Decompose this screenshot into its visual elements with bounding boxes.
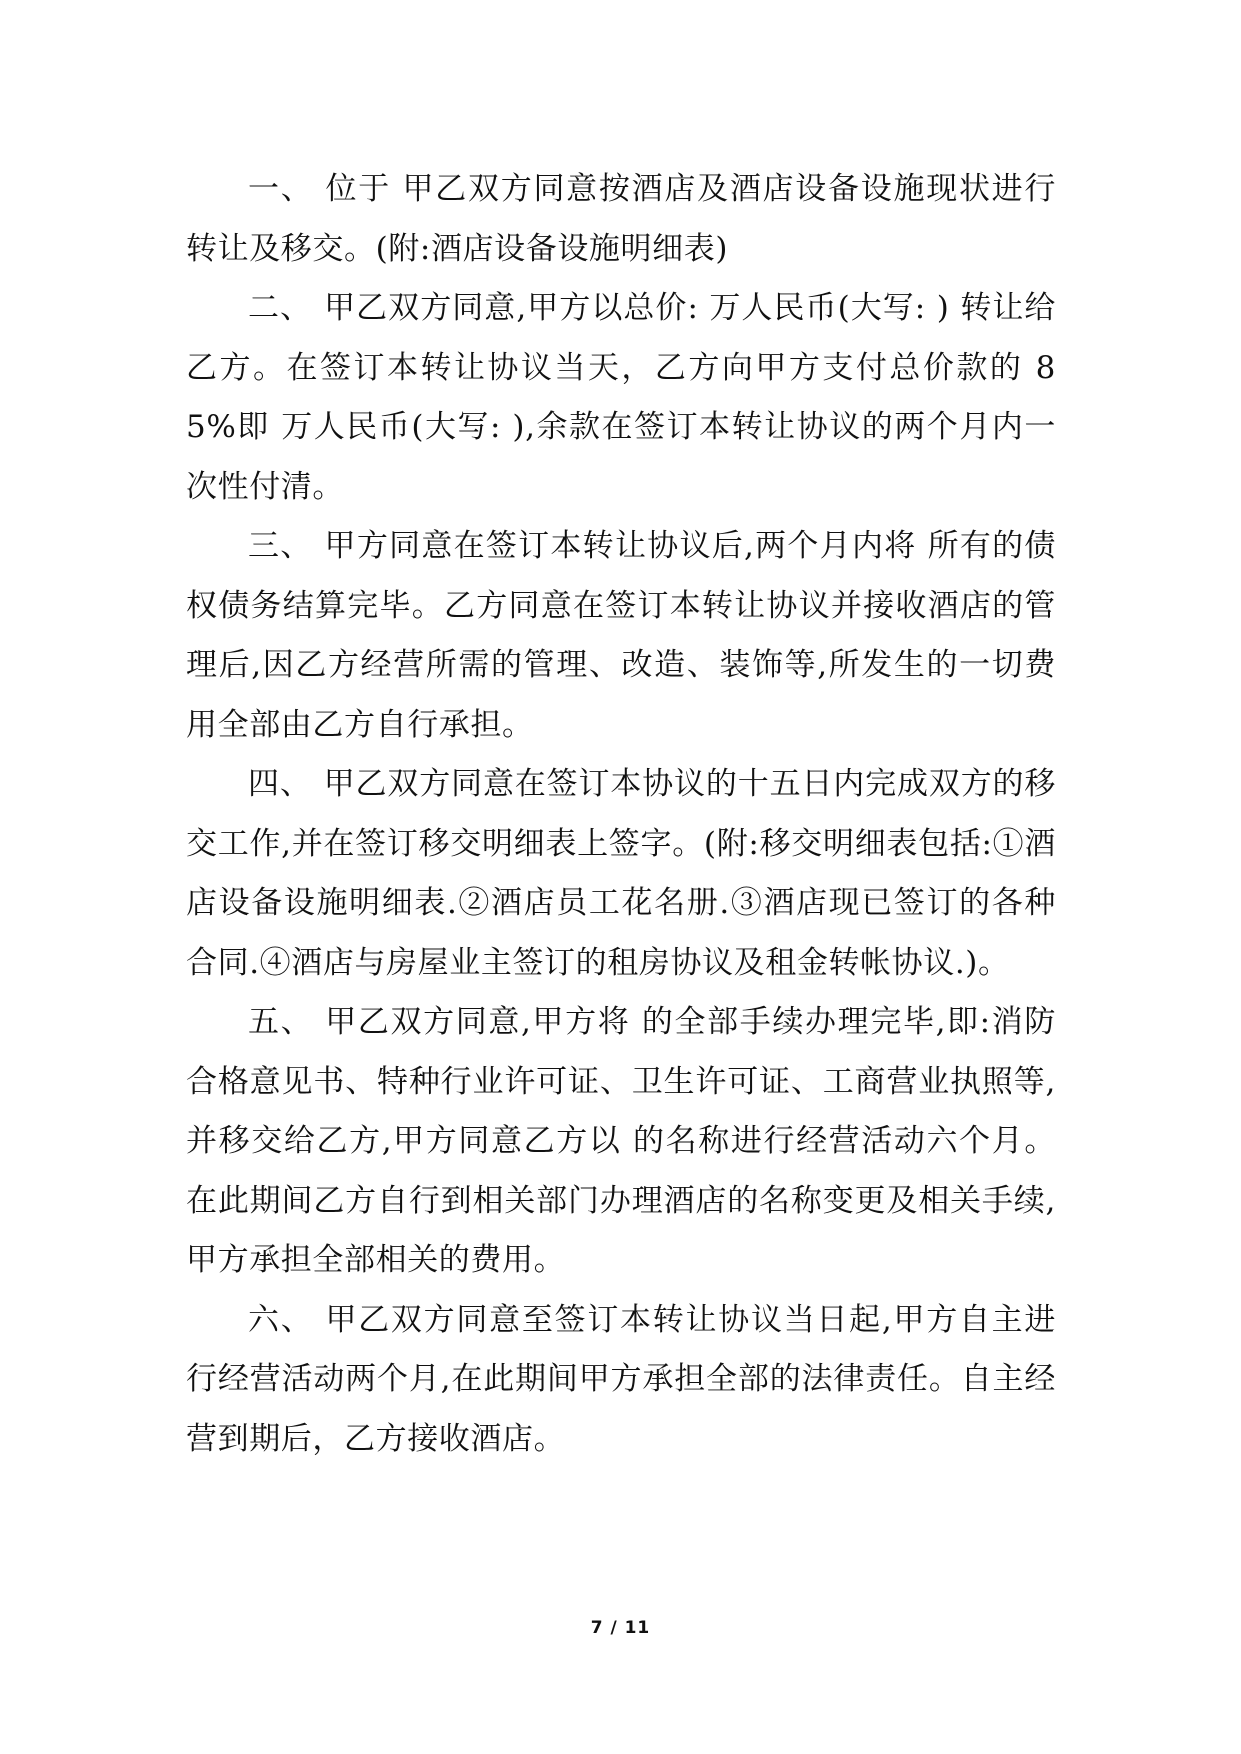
clause-1 bbox=[186, 160, 1056, 279]
document-body bbox=[186, 160, 1056, 1469]
clause-number: 六、 bbox=[248, 1301, 314, 1338]
clause-5 bbox=[186, 993, 1056, 1291]
clause-text: 甲方同意在签订本转让协议后,两个月内将 所有的债权债务结算完毕。乙方同意在签订本转让协议并接收酒店的管理后,因乙方经营所需的管理、改造、装饰等,所发生的一切费用全部由乙方自行承担。 bbox=[186, 528, 1057, 743]
clause-number: 四、 bbox=[248, 766, 312, 802]
clause-text: 位于 甲乙双方同意按酒店及酒店设备设施现状进行转让及移交。(附:酒店设备设施明细表) bbox=[186, 171, 1056, 267]
clause-number: 一、 bbox=[248, 171, 314, 207]
clause-text: 甲乙双方同意,甲方以总价: 万人民币(大写: ) 转让给乙方。在签订本转让协议当天，乙方向甲方支付总价款的 85%即 万人民币(大写: ),余款在签订本转让协议的两个月内一次性付清。 bbox=[186, 290, 1056, 505]
clause-text: 甲乙双方同意至签订本转让协议当日起,甲方自主进行经营活动两个月,在此期间甲方承担全部的法律责任。自主经营到期后，乙方接收酒店。 bbox=[186, 1301, 1056, 1457]
page-number: 7 / 11 bbox=[590, 1618, 651, 1638]
clause-2 bbox=[186, 279, 1056, 517]
clause-number: 五、 bbox=[248, 1004, 314, 1040]
clause-6 bbox=[186, 1291, 1056, 1470]
clause-text: 甲乙双方同意在签订本协议的十五日内完成双方的移交工作,并在签订移交明细表上签字。(附:移交明细表包括:①酒店设备设施明细表.②酒店员工花名册.③酒店现已签订的各种合同.④酒店与房屋业主签订的租房协议及租金转帐协议.)。 bbox=[186, 766, 1056, 981]
clause-number: 二、 bbox=[248, 290, 313, 326]
clause-3 bbox=[186, 517, 1056, 755]
clause-4 bbox=[186, 755, 1056, 993]
clause-text: 甲乙双方同意,甲方将 的全部手续办理完毕,即:消防合格意见书、特种行业许可证、卫生许可证、工商营业执照等,并移交给乙方,甲方同意乙方以 的名称进行经营活动六个月。在此期间乙方自行到相关部门办理酒店的名称变更及相关手续,甲方承担全部相关的费用。 bbox=[186, 1004, 1056, 1278]
clause-number: 三、 bbox=[248, 528, 313, 564]
